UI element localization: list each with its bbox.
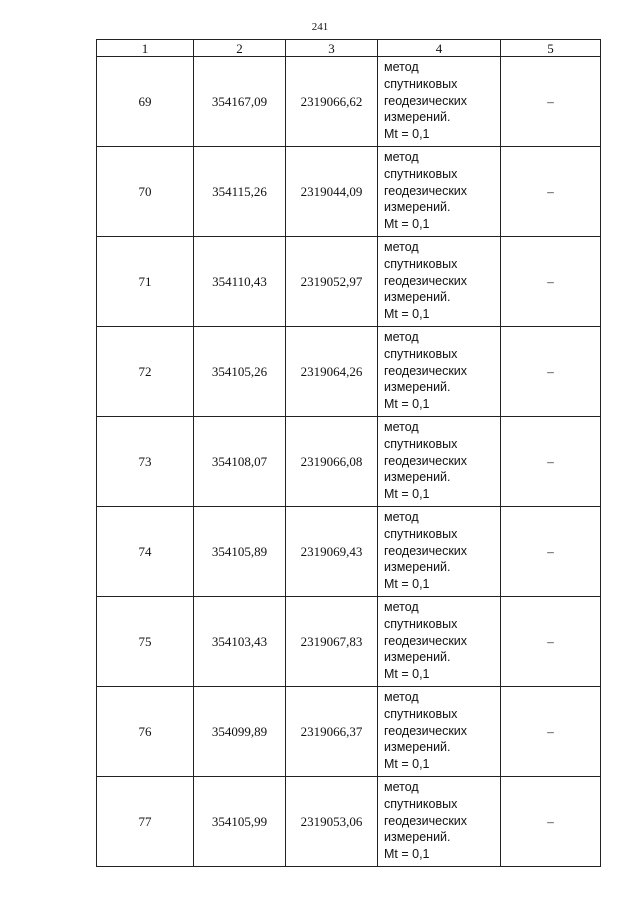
- point-number-cell: 73: [97, 417, 194, 507]
- note-cell: –: [501, 777, 601, 867]
- method-line: геодезических: [384, 813, 468, 828]
- method-line: Mt = 0,1: [384, 397, 430, 412]
- method-line: спутниковых: [384, 796, 458, 811]
- x-coordinate-cell: 354167,09: [194, 57, 286, 147]
- method-line: геодезических: [384, 543, 468, 558]
- y-coordinate-cell: 2319067,83: [286, 597, 378, 687]
- y-coordinate-cell: 2319064,26: [286, 327, 378, 417]
- table-row: [97, 507, 601, 597]
- method-line: Mt = 0,1: [384, 667, 430, 682]
- method-line: спутниковых: [384, 76, 458, 91]
- point-number-cell: 77: [97, 777, 194, 867]
- method-line: спутниковых: [384, 706, 458, 721]
- point-number-cell: 76: [97, 687, 194, 777]
- method-line: спутниковых: [384, 436, 458, 451]
- method-line: спутниковых: [384, 256, 458, 271]
- method-cell: [378, 237, 501, 327]
- point-number-cell: 72: [97, 327, 194, 417]
- x-coordinate-cell: 354099,89: [194, 687, 286, 777]
- point-number-cell: 71: [97, 237, 194, 327]
- x-coordinate-cell: 354103,43: [194, 597, 286, 687]
- point-number-cell: 70: [97, 147, 194, 237]
- method-line: метод: [384, 330, 419, 344]
- note-cell: –: [501, 417, 601, 507]
- y-coordinate-cell: 2319069,43: [286, 507, 378, 597]
- note-cell: –: [501, 147, 601, 237]
- note-cell: –: [501, 327, 601, 417]
- method-cell: [378, 777, 501, 867]
- method-line: спутниковых: [384, 616, 458, 631]
- method-line: метод: [384, 600, 419, 614]
- method-line: метод: [384, 240, 419, 254]
- header-row: [97, 40, 601, 57]
- page-number: 241: [311, 21, 329, 33]
- method-line: Mt = 0,1: [384, 127, 430, 142]
- method-line: измерений.: [384, 650, 451, 665]
- method-line: измерений.: [384, 740, 451, 755]
- method-line: геодезических: [384, 453, 468, 468]
- y-coordinate-cell: 2319066,62: [286, 57, 378, 147]
- method-line: измерений.: [384, 560, 451, 575]
- method-line: метод: [384, 780, 419, 794]
- note-cell: –: [501, 597, 601, 687]
- method-cell: [378, 597, 501, 687]
- table-row: [97, 237, 601, 327]
- table-row: [97, 777, 601, 867]
- method-line: геодезических: [384, 93, 468, 108]
- method-line: метод: [384, 690, 419, 704]
- method-line: метод: [384, 60, 419, 74]
- method-line: геодезических: [384, 363, 468, 378]
- method-line: измерений.: [384, 110, 451, 125]
- method-line: измерений.: [384, 200, 451, 215]
- coordinates-table: [96, 39, 601, 867]
- column-header-3: 3: [286, 40, 378, 57]
- method-cell: [378, 507, 501, 597]
- column-header-5: 5: [501, 40, 601, 57]
- method-cell: [378, 57, 501, 147]
- note-cell: –: [501, 507, 601, 597]
- x-coordinate-cell: 354105,89: [194, 507, 286, 597]
- table-row: [97, 327, 601, 417]
- method-line: измерений.: [384, 470, 451, 485]
- method-cell: [378, 147, 501, 237]
- y-coordinate-cell: 2319066,08: [286, 417, 378, 507]
- point-number-cell: 75: [97, 597, 194, 687]
- table-body: [97, 57, 601, 867]
- method-line: измерений.: [384, 290, 451, 305]
- table-row: [97, 417, 601, 507]
- y-coordinate-cell: 2319044,09: [286, 147, 378, 237]
- method-line: геодезических: [384, 723, 468, 738]
- column-header-1: 1: [97, 40, 194, 57]
- table-row: [97, 597, 601, 687]
- method-line: измерений.: [384, 830, 451, 845]
- method-line: спутниковых: [384, 526, 458, 541]
- table-row: [97, 147, 601, 237]
- point-number-cell: 69: [97, 57, 194, 147]
- method-cell: [378, 417, 501, 507]
- method-line: метод: [384, 510, 419, 524]
- x-coordinate-cell: 354105,99: [194, 777, 286, 867]
- method-line: метод: [384, 420, 419, 434]
- point-number-cell: 74: [97, 507, 194, 597]
- x-coordinate-cell: 354110,43: [194, 237, 286, 327]
- x-coordinate-cell: 354105,26: [194, 327, 286, 417]
- method-line: геодезических: [384, 183, 468, 198]
- method-line: Mt = 0,1: [384, 577, 430, 592]
- y-coordinate-cell: 2319066,37: [286, 687, 378, 777]
- y-coordinate-cell: 2319053,06: [286, 777, 378, 867]
- method-line: геодезических: [384, 633, 468, 648]
- method-line: Mt = 0,1: [384, 217, 430, 232]
- y-coordinate-cell: 2319052,97: [286, 237, 378, 327]
- method-line: метод: [384, 150, 419, 164]
- x-coordinate-cell: 354108,07: [194, 417, 286, 507]
- method-line: измерений.: [384, 380, 451, 395]
- column-header-2: 2: [194, 40, 286, 57]
- note-cell: –: [501, 57, 601, 147]
- method-cell: [378, 687, 501, 777]
- method-line: Mt = 0,1: [384, 847, 430, 862]
- column-header-4: 4: [378, 40, 501, 57]
- table-row: [97, 57, 601, 147]
- method-line: геодезических: [384, 273, 468, 288]
- method-cell: [378, 327, 501, 417]
- method-line: спутниковых: [384, 166, 458, 181]
- note-cell: –: [501, 237, 601, 327]
- x-coordinate-cell: 354115,26: [194, 147, 286, 237]
- method-line: Mt = 0,1: [384, 307, 430, 322]
- method-line: Mt = 0,1: [384, 487, 430, 502]
- method-line: спутниковых: [384, 346, 458, 361]
- table-row: [97, 687, 601, 777]
- method-line: Mt = 0,1: [384, 757, 430, 772]
- note-cell: –: [501, 687, 601, 777]
- table-header: [97, 40, 601, 57]
